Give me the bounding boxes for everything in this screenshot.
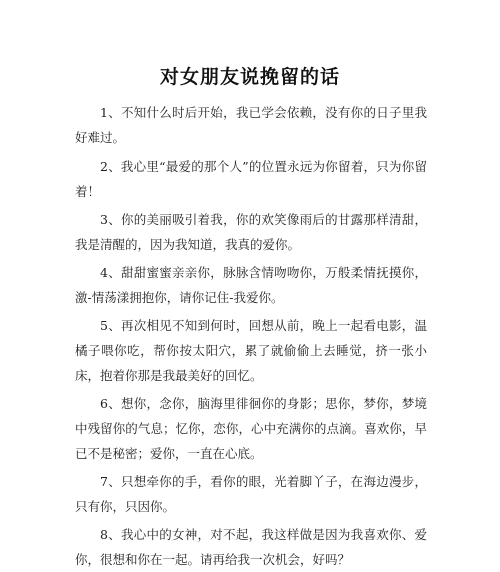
paragraph-6: 6、想你，念你，脑海里徘徊你的身影；思你，梦你，梦境中残留你的气息；忆你，恋你，心中充满你的点滴。喜欢你，早已不是秘密；爱你，一直在心底。 — [75, 396, 427, 461]
paragraph-3: 3、你的美丽吸引着我，你的欢笑像雨后的甘露那样清甜，我是清醒的，因为我知道，我真的爱你。 — [75, 212, 427, 252]
paragraph-5: 5、再次相见不知到何时，回想从前，晚上一起看电影，温橘子喂你吃，帮你按太阳穴，累了就偷偷上去睡觉，挤一张小床，抱着你那是我最美好的回忆。 — [75, 318, 427, 383]
paragraph-2: 2、我心里“最爱的那个人”的位置永远为你留着，只为你留着！ — [75, 159, 427, 199]
paragraph-7: 7、只想牵你的手，看你的眼，光着脚丫子，在海边漫步，只有你，只因你。 — [75, 474, 427, 514]
paragraph-8: 8、我心中的女神，对不起，我这样做是因为我喜欢你、爱你，很想和你在一起。请再给我一次机会，好吗？ — [75, 527, 427, 567]
paragraph-4: 4、甜甜蜜蜜亲亲你，脉脉含情吻吻你，万般柔情抚摸你，激-情荡漾拥抱你，请你记住-我爱你。 — [75, 265, 427, 305]
paragraph-1: 1、不知什么时后开始，我已学会依赖，没有你的日子里我好难过。 — [75, 105, 427, 145]
document-title: 对女朋友说挽留的话 — [159, 66, 340, 88]
